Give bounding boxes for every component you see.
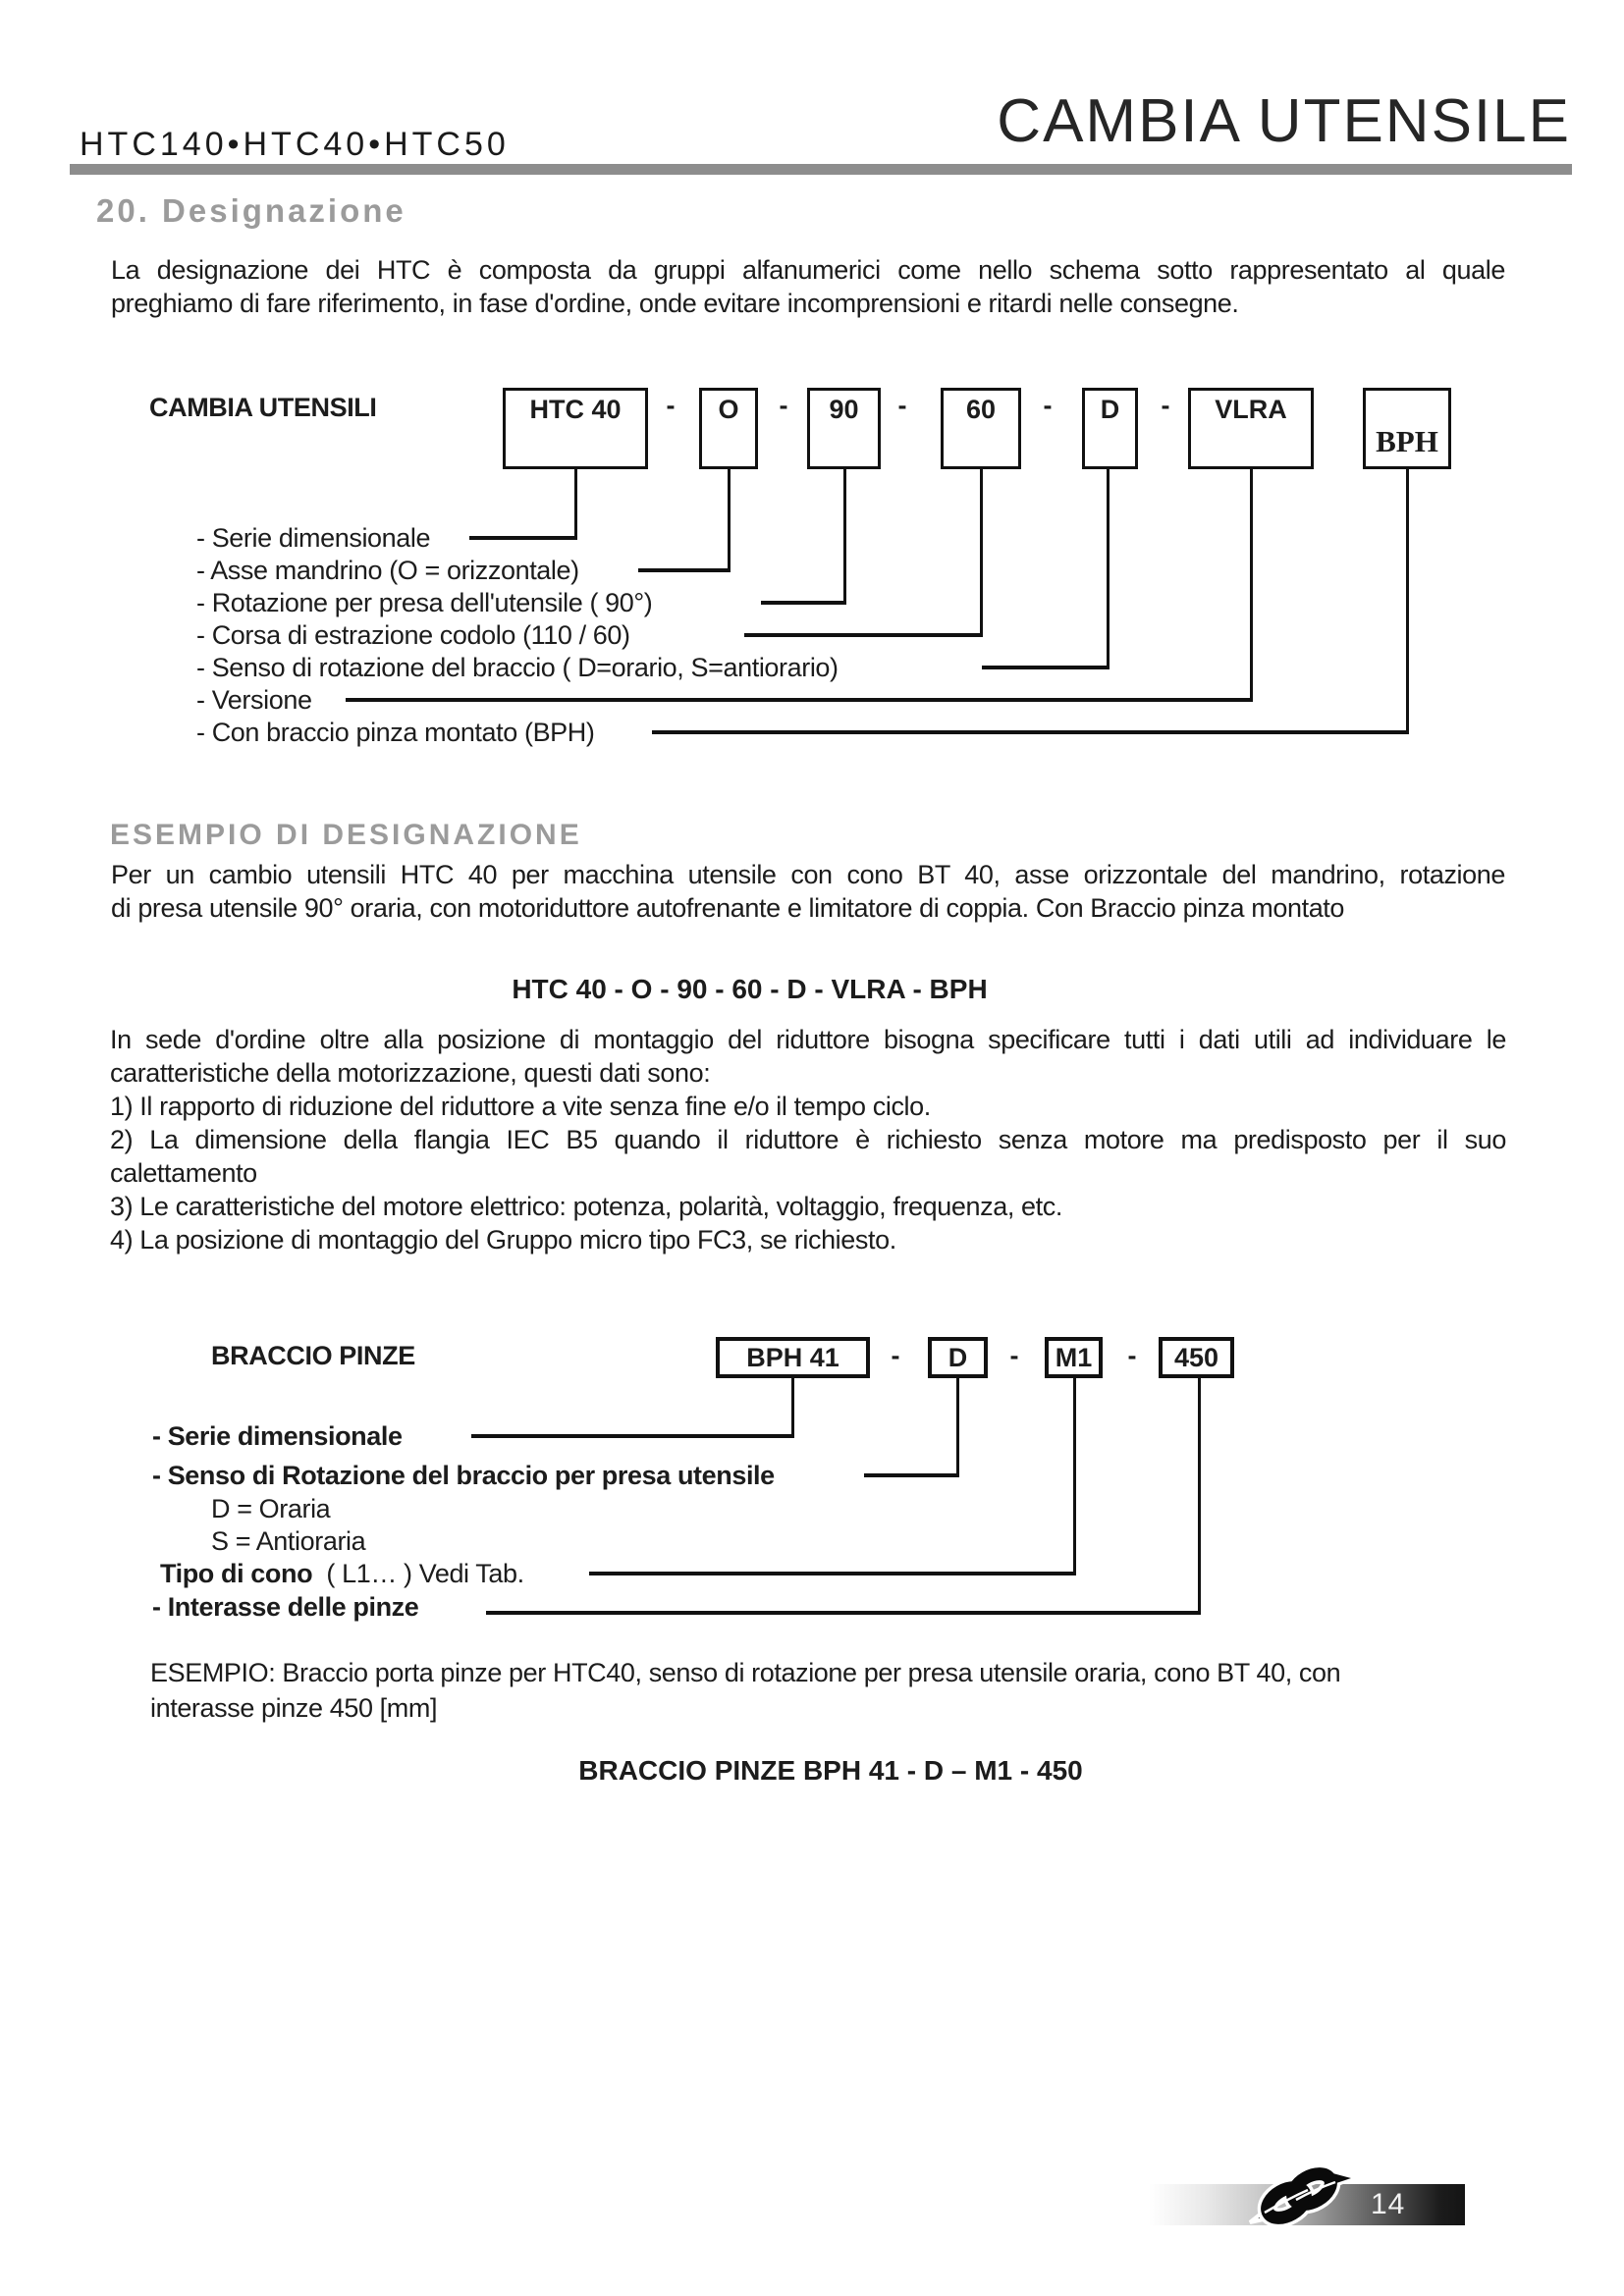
designation-code-htc: HTC 40 - O - 90 - 60 - D - VLRA - BPH [512,974,988,1004]
connector-vline [728,467,731,572]
header-rule [70,164,1572,175]
tipo-di-cono-rest: ( L1… ) Vedi Tab. [312,1558,524,1588]
ordine-line: In sede d'ordine oltre alla posizione di montaggio del riduttore bisogna specificare tutti i dati utili ad individuare le [110,1025,1506,1054]
page-title: CAMBIA UTENSILE [997,87,1571,155]
esempio2-line: ESEMPIO: Braccio porta pinze per HTC40, senso di rotazione per presa utensile oraria, cono BT 40, con [150,1658,1341,1687]
connector-hline [346,698,1253,702]
esempio-line: di presa utensile 90° oraria, con motoriduttore autofrenante e limitatore di coppia. Con Braccio pinza montato [111,893,1345,923]
dash-separator: - [666,391,676,420]
s-antioraria-label: S = Antioraria [211,1525,366,1556]
connector-hline [761,601,846,605]
list-line: 2) La dimensione della flangia IEC B5 quando il riduttore è richiesto senza motore ma predisposto per il suo [110,1125,1506,1154]
connector-vline [1073,1376,1076,1575]
list-line: 4) La posizione di montaggio del Gruppo micro tipo FC3, se richiesto. [110,1225,896,1255]
connector-vline [1406,467,1409,734]
connector-vline [791,1376,794,1438]
connector-vline [1107,467,1110,669]
interasse-label: - Interasse delle pinze [152,1591,419,1622]
intro-line: La designazione dei HTC è composta da gruppi alfanumerici come nello schema sotto rappresentato al quale [111,255,1505,285]
code-box-serie: HTC 40 [503,388,648,469]
connector-hline [589,1572,1076,1575]
section-heading: 20. Designazione [96,192,406,229]
connector-vline [980,467,983,637]
designation-row: - Serie dimensionale [196,522,431,553]
ordine-paragraph [110,1023,1506,1256]
code-box-d: D [928,1337,988,1378]
designation-row: - Con braccio pinza montato (BPH) [196,717,595,747]
list-line: calettamento [110,1158,257,1188]
diagram1-label: CAMBIA UTENSILI [149,392,377,422]
connector-vline [1250,467,1253,702]
connector-vline [1198,1376,1201,1615]
esempio-heading: ESEMPIO DI DESIGNAZIONE [110,819,582,851]
designation-row: - Senso di rotazione del braccio ( D=orario, S=antiorario) [196,652,839,682]
dash-separator: - [891,1341,900,1370]
code-box-versione: VLRA [1188,388,1314,469]
list-line: 1) Il rapporto di riduzione del riduttore a vite senza fine e/o il tempo ciclo. [110,1092,931,1121]
designation-code-braccio: BRACCIO PINZE BPH 41 - D – M1 - 450 [578,1755,1083,1786]
code-box-asse: O [699,388,758,469]
dash-separator: - [1009,1341,1019,1370]
designation-row: - Rotazione per presa dell'utensile ( 90°) [196,587,653,617]
connector-hline [744,633,983,637]
esempio-paragraph [111,858,1505,925]
connector-vline [956,1376,959,1477]
company-logo-icon [1245,2160,1359,2234]
dash-separator: - [1127,1341,1137,1370]
connector-hline [486,1611,1201,1615]
header-models: HTC140•HTC40•HTC50 [80,126,510,163]
designation-row: - Asse mandrino (O = orizzontale) [196,555,579,585]
code-box-senso: D [1082,388,1138,469]
list-line: 3) Le caratteristiche del motore elettrico: potenza, polarità, voltaggio, frequenza, etc. [110,1192,1062,1221]
serie-label: - Serie dimensionale [152,1420,403,1451]
code-box-bph41: BPH 41 [716,1337,870,1378]
dash-separator: - [1161,391,1170,420]
dash-separator: - [897,391,907,420]
connector-vline [843,467,846,605]
intro-paragraph [111,253,1505,320]
dash-separator: - [1043,391,1053,420]
code-box-450: 450 [1159,1337,1234,1378]
esempio2-line: interasse pinze 450 [mm] [150,1693,438,1723]
connector-hline [469,536,577,540]
d-oraria-label: D = Oraria [211,1493,331,1523]
diagram2-label: BRACCIO PINZE [211,1340,415,1370]
connector-hline [864,1473,959,1477]
esempio2-paragraph [150,1655,1505,1726]
connector-hline [471,1434,794,1438]
designation-row: - Versione [196,684,312,715]
senso-label: - Senso di Rotazione del braccio per presa utensile [152,1460,775,1490]
connector-vline [574,467,577,540]
intro-line: preghiamo di fare riferimento, in fase d'ordine, onde evitare incomprensioni e ritardi nelle consegne. [111,289,1239,318]
connector-hline [638,568,731,572]
designation-row: - Corsa di estrazione codolo (110 / 60) [196,619,630,650]
dash-separator: - [779,391,788,420]
code-box-m1: M1 [1045,1337,1103,1378]
page-number: 14 [1371,2188,1406,2220]
connector-hline [652,730,1409,734]
ordine-line: caratteristiche della motorizzazione, questi dati sono: [110,1058,711,1088]
code-box-rotazione: 90 [807,388,881,469]
tipo-di-cono-bold: Tipo di cono [160,1558,313,1588]
code-box-corsa: 60 [941,388,1021,469]
tipo-di-cono-label [160,1557,524,1590]
esempio-line: Per un cambio utensili HTC 40 per macchina utensile con cono BT 40, asse orizzontale del mandrino, rotazione [111,860,1505,889]
connector-hline [982,666,1110,669]
code-box-bph: BPH [1363,388,1451,469]
